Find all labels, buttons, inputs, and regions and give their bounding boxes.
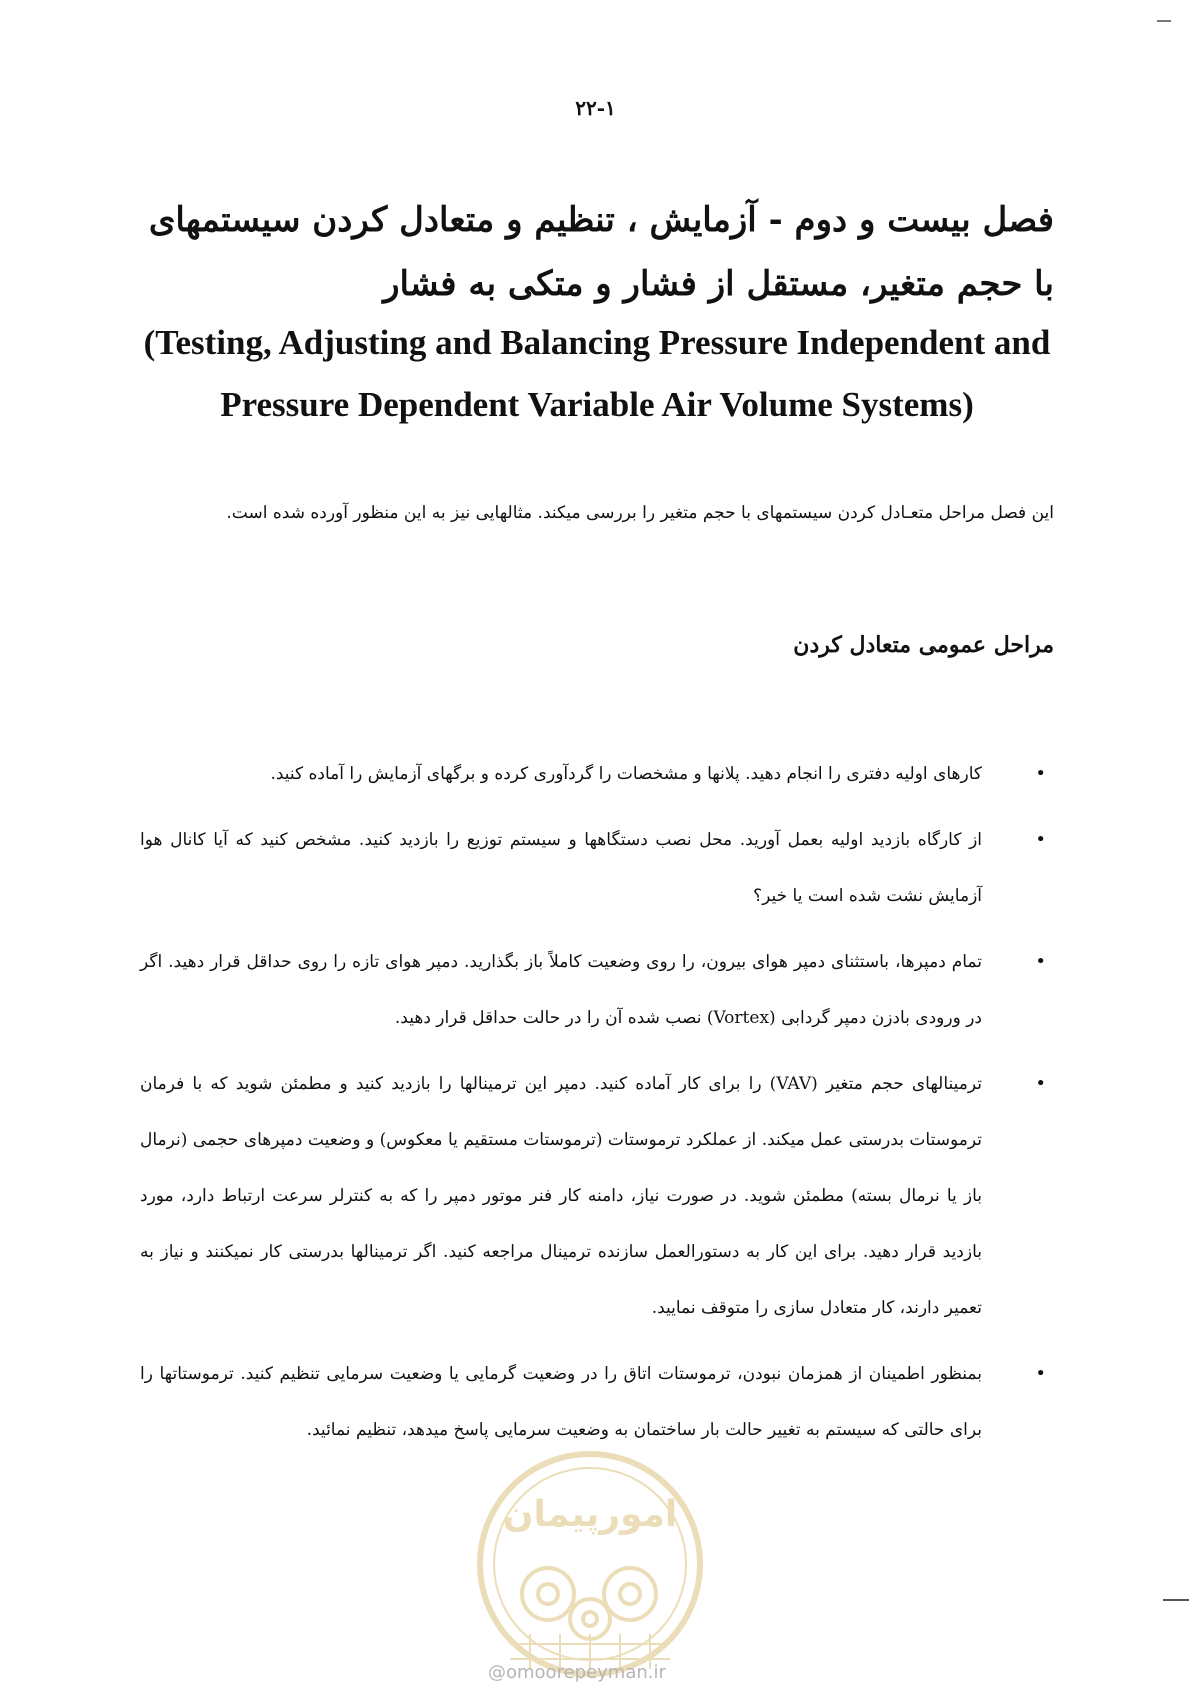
list-item — [140, 934, 1054, 1046]
bullet-icon: • — [1035, 829, 1046, 850]
bullet-icon: • — [1035, 763, 1046, 784]
list-item-text: بمنظور اطمینان از همزمان نبودن، ترموستات اتاق را در وضعیت گرمایی یا وضعیت سرمایی تنظیم کنید. ترموستاتها را برای حالتی که سیستم به تغییر حالت بار ساختمان به وضعیت سرمایی پاسخ میدهد، تنظیم نمائید. — [140, 1364, 982, 1440]
procedure-list — [140, 746, 1054, 1468]
list-item — [140, 812, 1054, 924]
bullet-icon: • — [1035, 1073, 1046, 1094]
intro-paragraph: این فصل مراحل متعـادل کردن سیستمهای با حجم متغیر را بررسی میکند. مثالهایی نیز به این منظور آورده شده است. — [226, 503, 1054, 523]
list-item-text: ترمینالهای حجم متغیر (VAV) را برای کار آماده کنید. دمپر این ترمینالها را بازدید کنید و مطمئن شوید که با فرمان ترموستات بدرستی عمل میکند. از عملکرد ترموستات (ترموستات مستقیم یا معکوس) و وضعیت دمپرهای حجمی (نرمال باز یا نرمال بسته) مطمئن شوید. در صورت نیاز، دامنه کار فنر موتور دمپر را که به کنترلر سرعت ارتباط دارد، مورد بازدید قرار دهید. برای این کار به دستورالعمل سازنده ترمینال مراجعه کنید. اگر ترمینالها بدرستی کار نمیکنند و نیاز به تعمیر دارند، کار متعادل سازی را متوقف نمایید. — [140, 1074, 982, 1318]
list-item-text: از کارگاه بازدید اولیه بعمل آورید. محل نصب دستگاهها و سیستم توزیع را بازدید کنید. مشخص کنید که آیا کانال هوا آزمایش نشت شده است یا خیر؟ — [140, 830, 983, 906]
list-item-text: تمام دمپرها، باستثنای دمپر هوای بیرون، را روی وضعیت کاملاً باز بگذارید. دمپر هوای تازه را روی حداقل قرار دهید. اگر در ورودی بادزن دمپر گردابی (Vortex) نصب شده آن را در حالت حداقل قرار دهید. — [140, 952, 982, 1028]
chapter-title-english: (Testing, Adjusting and Balancing Pressure Independent and Pressure Dependent Variable Air Volume Systems) — [143, 323, 1051, 424]
chapter-title-persian: فصل بیست و دوم - آزمایش ، تنظیم و متعادل کردن سیستمهای با حجم متغیر، مستقل از فشار و متکی به فشار — [148, 200, 1054, 304]
corner-mark — [1157, 20, 1171, 22]
list-item — [140, 1056, 1054, 1336]
gear-logo-icon — [470, 1444, 710, 1684]
watermark-url: @omoorepeyman.ir — [488, 1662, 666, 1683]
bullet-icon: • — [1035, 1363, 1046, 1384]
watermark-logo-text: امورپیمان — [502, 1494, 678, 1535]
bullet-icon: • — [1035, 951, 1046, 972]
list-item — [140, 746, 1054, 802]
margin-dash — [1163, 1599, 1189, 1601]
page-number: ۲۲-۱ — [575, 96, 616, 120]
list-item — [140, 1346, 1054, 1458]
section-heading: مراحل عمومی متعادل کردن — [793, 632, 1054, 658]
list-item-text: کارهای اولیه دفتری را انجام دهید. پلانها و مشخصات را گردآوری کرده و برگهای آزمایش را آماده کنید. — [270, 764, 982, 784]
